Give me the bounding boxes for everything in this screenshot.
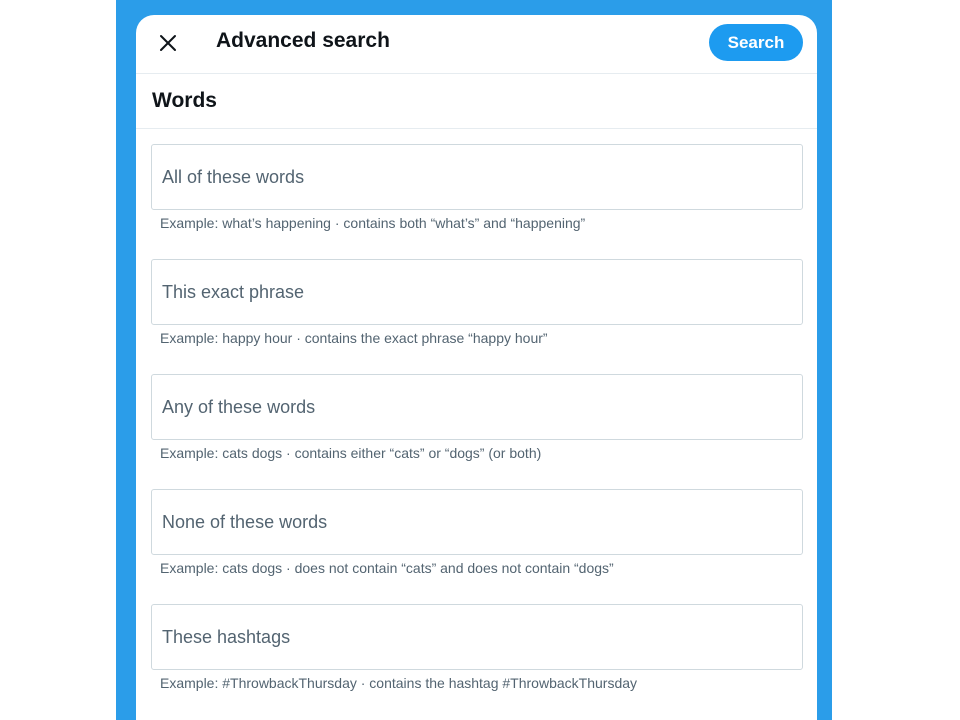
window-frame: [116, 0, 832, 720]
hashtags-input[interactable]: [151, 604, 803, 670]
close-icon: [156, 31, 180, 55]
none-words-input[interactable]: [151, 489, 803, 555]
all-words-input[interactable]: [151, 144, 803, 210]
none-words-hint: Example: cats dogs · does not contain “cats” and does not contain “dogs”: [160, 560, 614, 576]
all-words-hint: Example: what’s happening · contains both “what’s” and “happening”: [160, 215, 586, 231]
search-button[interactable]: Search: [709, 24, 803, 61]
hashtags-field: [151, 604, 803, 691]
exact-phrase-field: [151, 259, 803, 346]
any-words-input[interactable]: [151, 374, 803, 440]
advanced-search-dialog: [136, 15, 817, 720]
dialog-header: [136, 15, 817, 74]
section-title: Words: [152, 89, 217, 112]
any-words-field: [151, 374, 803, 461]
all-words-field: [151, 144, 803, 231]
exact-phrase-hint: Example: happy hour · contains the exact phrase “happy hour”: [160, 330, 548, 346]
hashtags-hint: Example: #ThrowbackThursday · contains the hashtag #ThrowbackThursday: [160, 675, 638, 691]
words-section-header: [136, 74, 817, 129]
dialog-title: Advanced search: [216, 29, 390, 52]
any-words-hint: Example: cats dogs · contains either “cats” or “dogs” (or both): [160, 445, 542, 461]
exact-phrase-input[interactable]: [151, 259, 803, 325]
close-button[interactable]: [156, 31, 180, 55]
none-words-field: [151, 489, 803, 576]
